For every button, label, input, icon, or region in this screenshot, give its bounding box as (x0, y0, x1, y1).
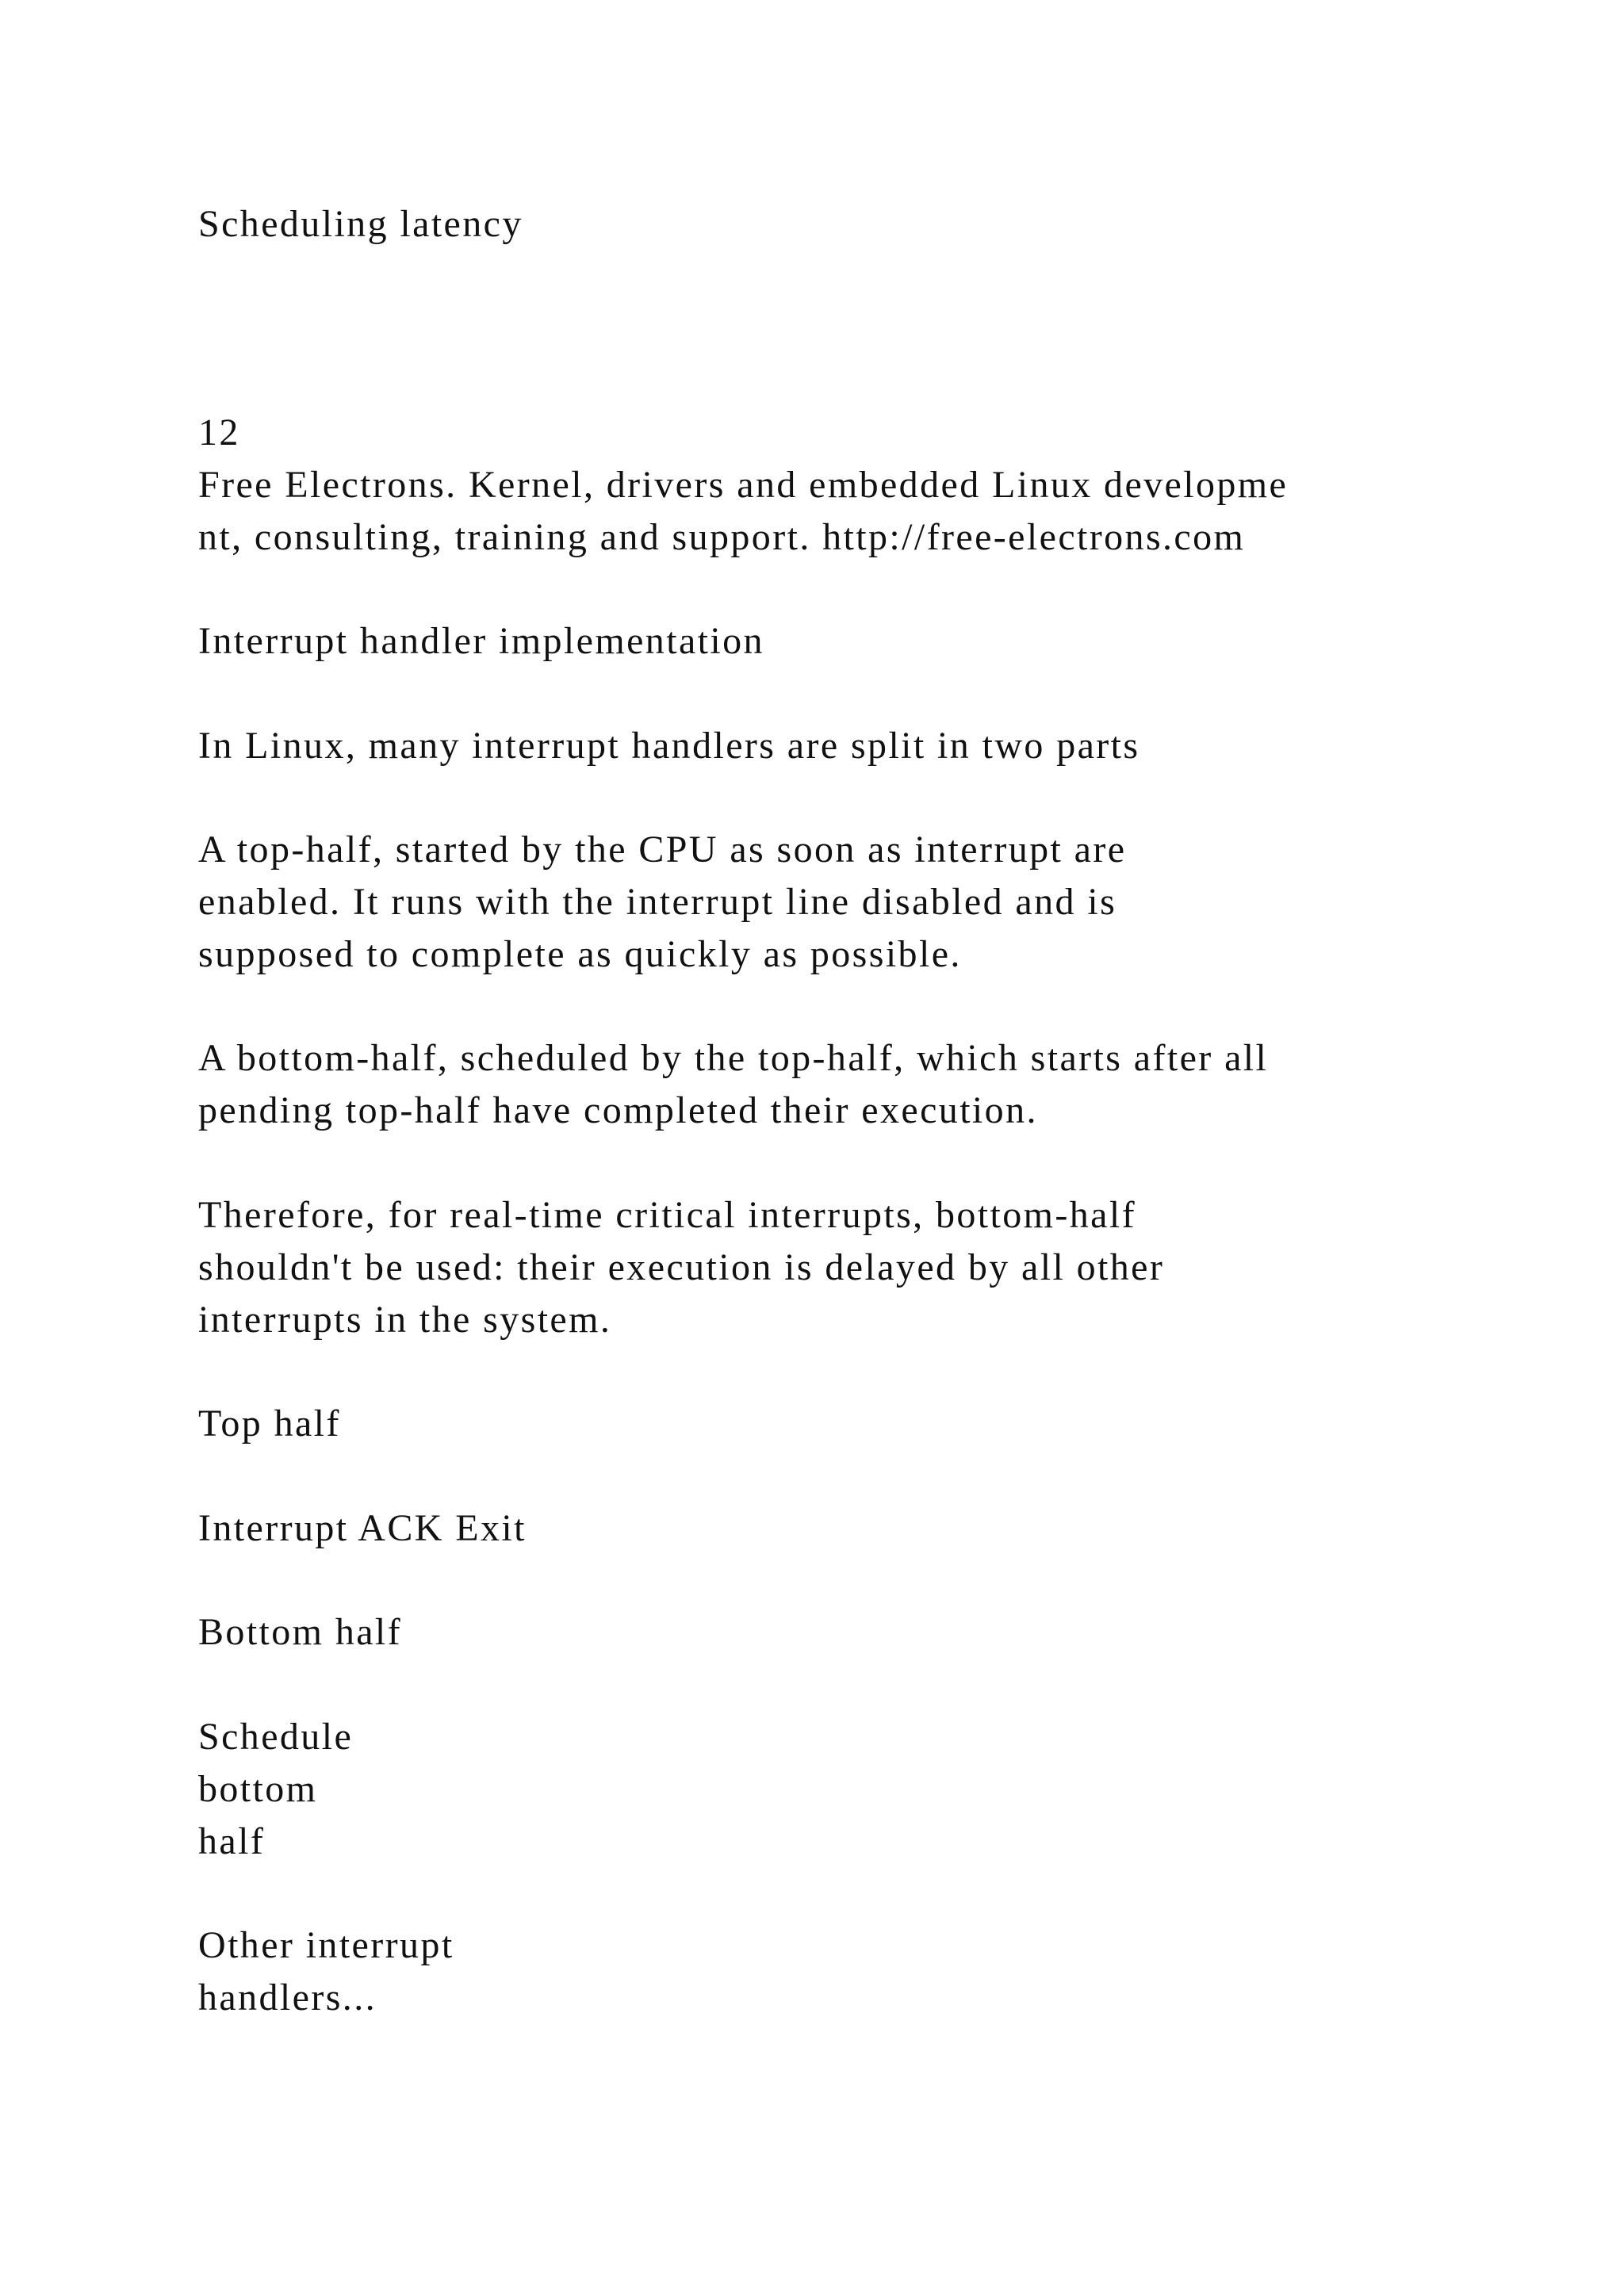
paragraph-therefore-line-3: interrupts in the system. (198, 1299, 612, 1341)
page-number: 12 (198, 411, 240, 453)
label-schedule-line-1: Schedule (198, 1716, 354, 1758)
label-other-handlers-line-2: handlers... (198, 1976, 377, 2019)
label-schedule-line-2: bottom (198, 1768, 318, 1810)
paragraph-bottom-half-line-2: pending top-half have completed their execution. (198, 1089, 1038, 1131)
heading-scheduling-latency: Scheduling latency (198, 203, 523, 245)
label-schedule-line-3: half (198, 1820, 266, 1862)
label-interrupt-ack-exit: Interrupt ACK Exit (198, 1507, 527, 1549)
paragraph-top-half-line-1: A top-half, started by the CPU as soon as interrupt are (198, 828, 1127, 871)
paragraph-therefore-line-2: shouldn't be used: their execution is delayed by all other (198, 1246, 1165, 1288)
label-other-handlers-line-1: Other interrupt (198, 1924, 454, 1966)
section-title: Interrupt handler implementation (198, 620, 764, 662)
label-top-half: Top half (198, 1402, 341, 1445)
paragraph-intro: In Linux, many interrupt handlers are split in two parts (198, 725, 1140, 767)
paragraph-therefore-line-1: Therefore, for real-time critical interrupts, bottom-half (198, 1194, 1137, 1236)
paragraph-bottom-half-line-1: A bottom-half, scheduled by the top-half, which starts after all (198, 1037, 1269, 1079)
footer-text-line-1: Free Electrons. Kernel, drivers and embedded Linux developme (198, 464, 1289, 506)
label-bottom-half: Bottom half (198, 1611, 403, 1653)
paragraph-top-half-line-2: enabled. It runs with the interrupt line disabled and is (198, 881, 1117, 923)
footer-text-line-2: nt, consulting, training and support. http://free-electrons.com (198, 516, 1246, 558)
paragraph-top-half-line-3: supposed to complete as quickly as possible. (198, 933, 962, 975)
